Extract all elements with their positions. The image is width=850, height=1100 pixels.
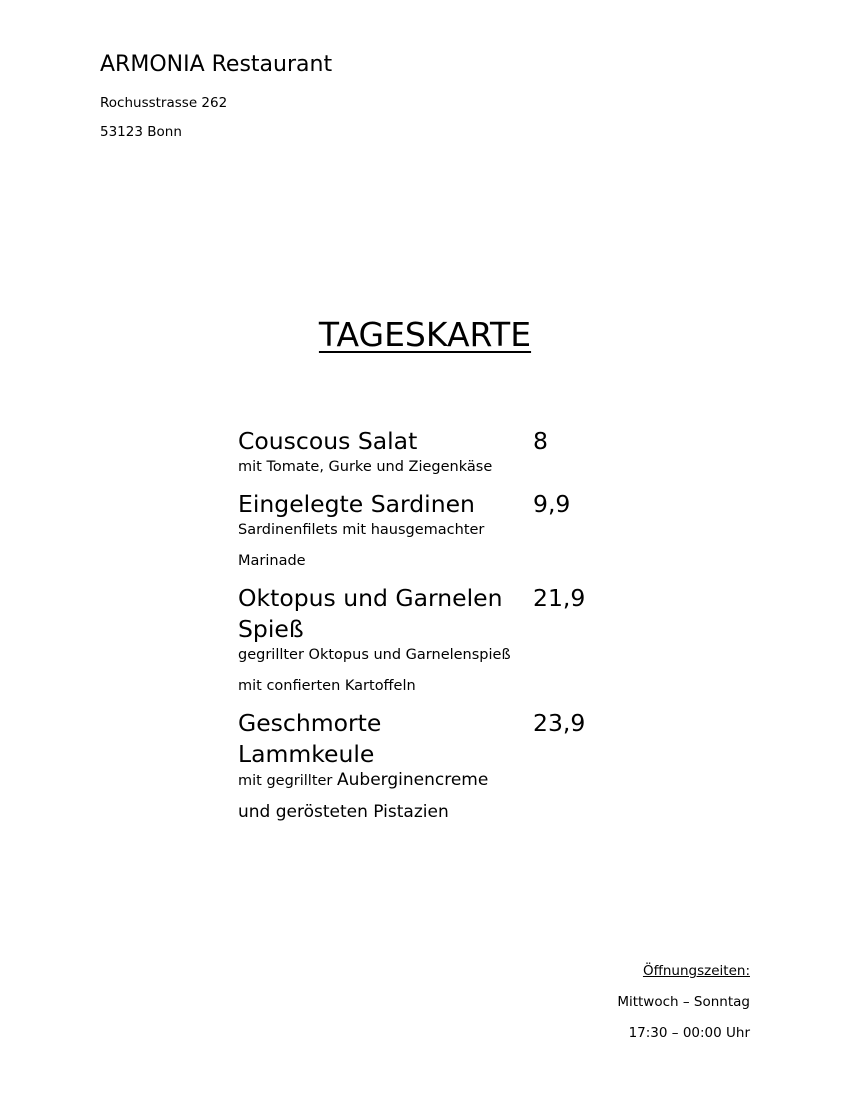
menu-item-price: 23,9 xyxy=(533,709,586,737)
opening-hours-heading: Öffnungszeiten: xyxy=(642,963,750,979)
menu-item-description xyxy=(238,765,523,829)
menu-item-description-small: mit gegrillter xyxy=(238,773,333,789)
menu-item-name: Couscous Salat xyxy=(238,427,418,455)
menu-item-name: Eingelegte Sardinen xyxy=(238,490,475,518)
opening-hours-days: Mittwoch – Sonntag xyxy=(617,994,750,1010)
menu-item-description: Sardinenfilets mit hausgemachter Marinade xyxy=(238,522,485,569)
menu-item xyxy=(238,426,618,483)
restaurant-name: ARMONIA Restaurant xyxy=(100,52,333,77)
address-city: 53123 Bonn xyxy=(100,124,182,140)
menu-list xyxy=(238,426,618,835)
menu-item xyxy=(238,489,618,577)
menu-item-price: 9,9 xyxy=(533,490,571,518)
menu-item-description: gegrillter Oktopus und Garnelenspieß mit confierten Kartoffeln xyxy=(238,647,511,694)
address-street: Rochusstrasse 262 xyxy=(100,95,228,111)
menu-item-name: Geschmorte Lammkeule xyxy=(238,709,382,768)
menu-item-price: 8 xyxy=(533,427,548,455)
opening-hours-time: 17:30 – 00:00 Uhr xyxy=(628,1025,750,1041)
menu-item-price: 21,9 xyxy=(533,584,586,612)
menu-item-description: mit Tomate, Gurke und Ziegenkäse xyxy=(238,459,493,475)
menu-item-name: Oktopus und Garnelen Spieß xyxy=(238,584,503,643)
opening-hours xyxy=(617,956,750,1049)
menu-item-description-large: Auberginencreme und gerösteten Pistazien xyxy=(238,770,489,822)
page-title: TAGESKARTE xyxy=(318,315,532,354)
menu-item xyxy=(238,708,618,829)
menu-item xyxy=(238,583,618,702)
